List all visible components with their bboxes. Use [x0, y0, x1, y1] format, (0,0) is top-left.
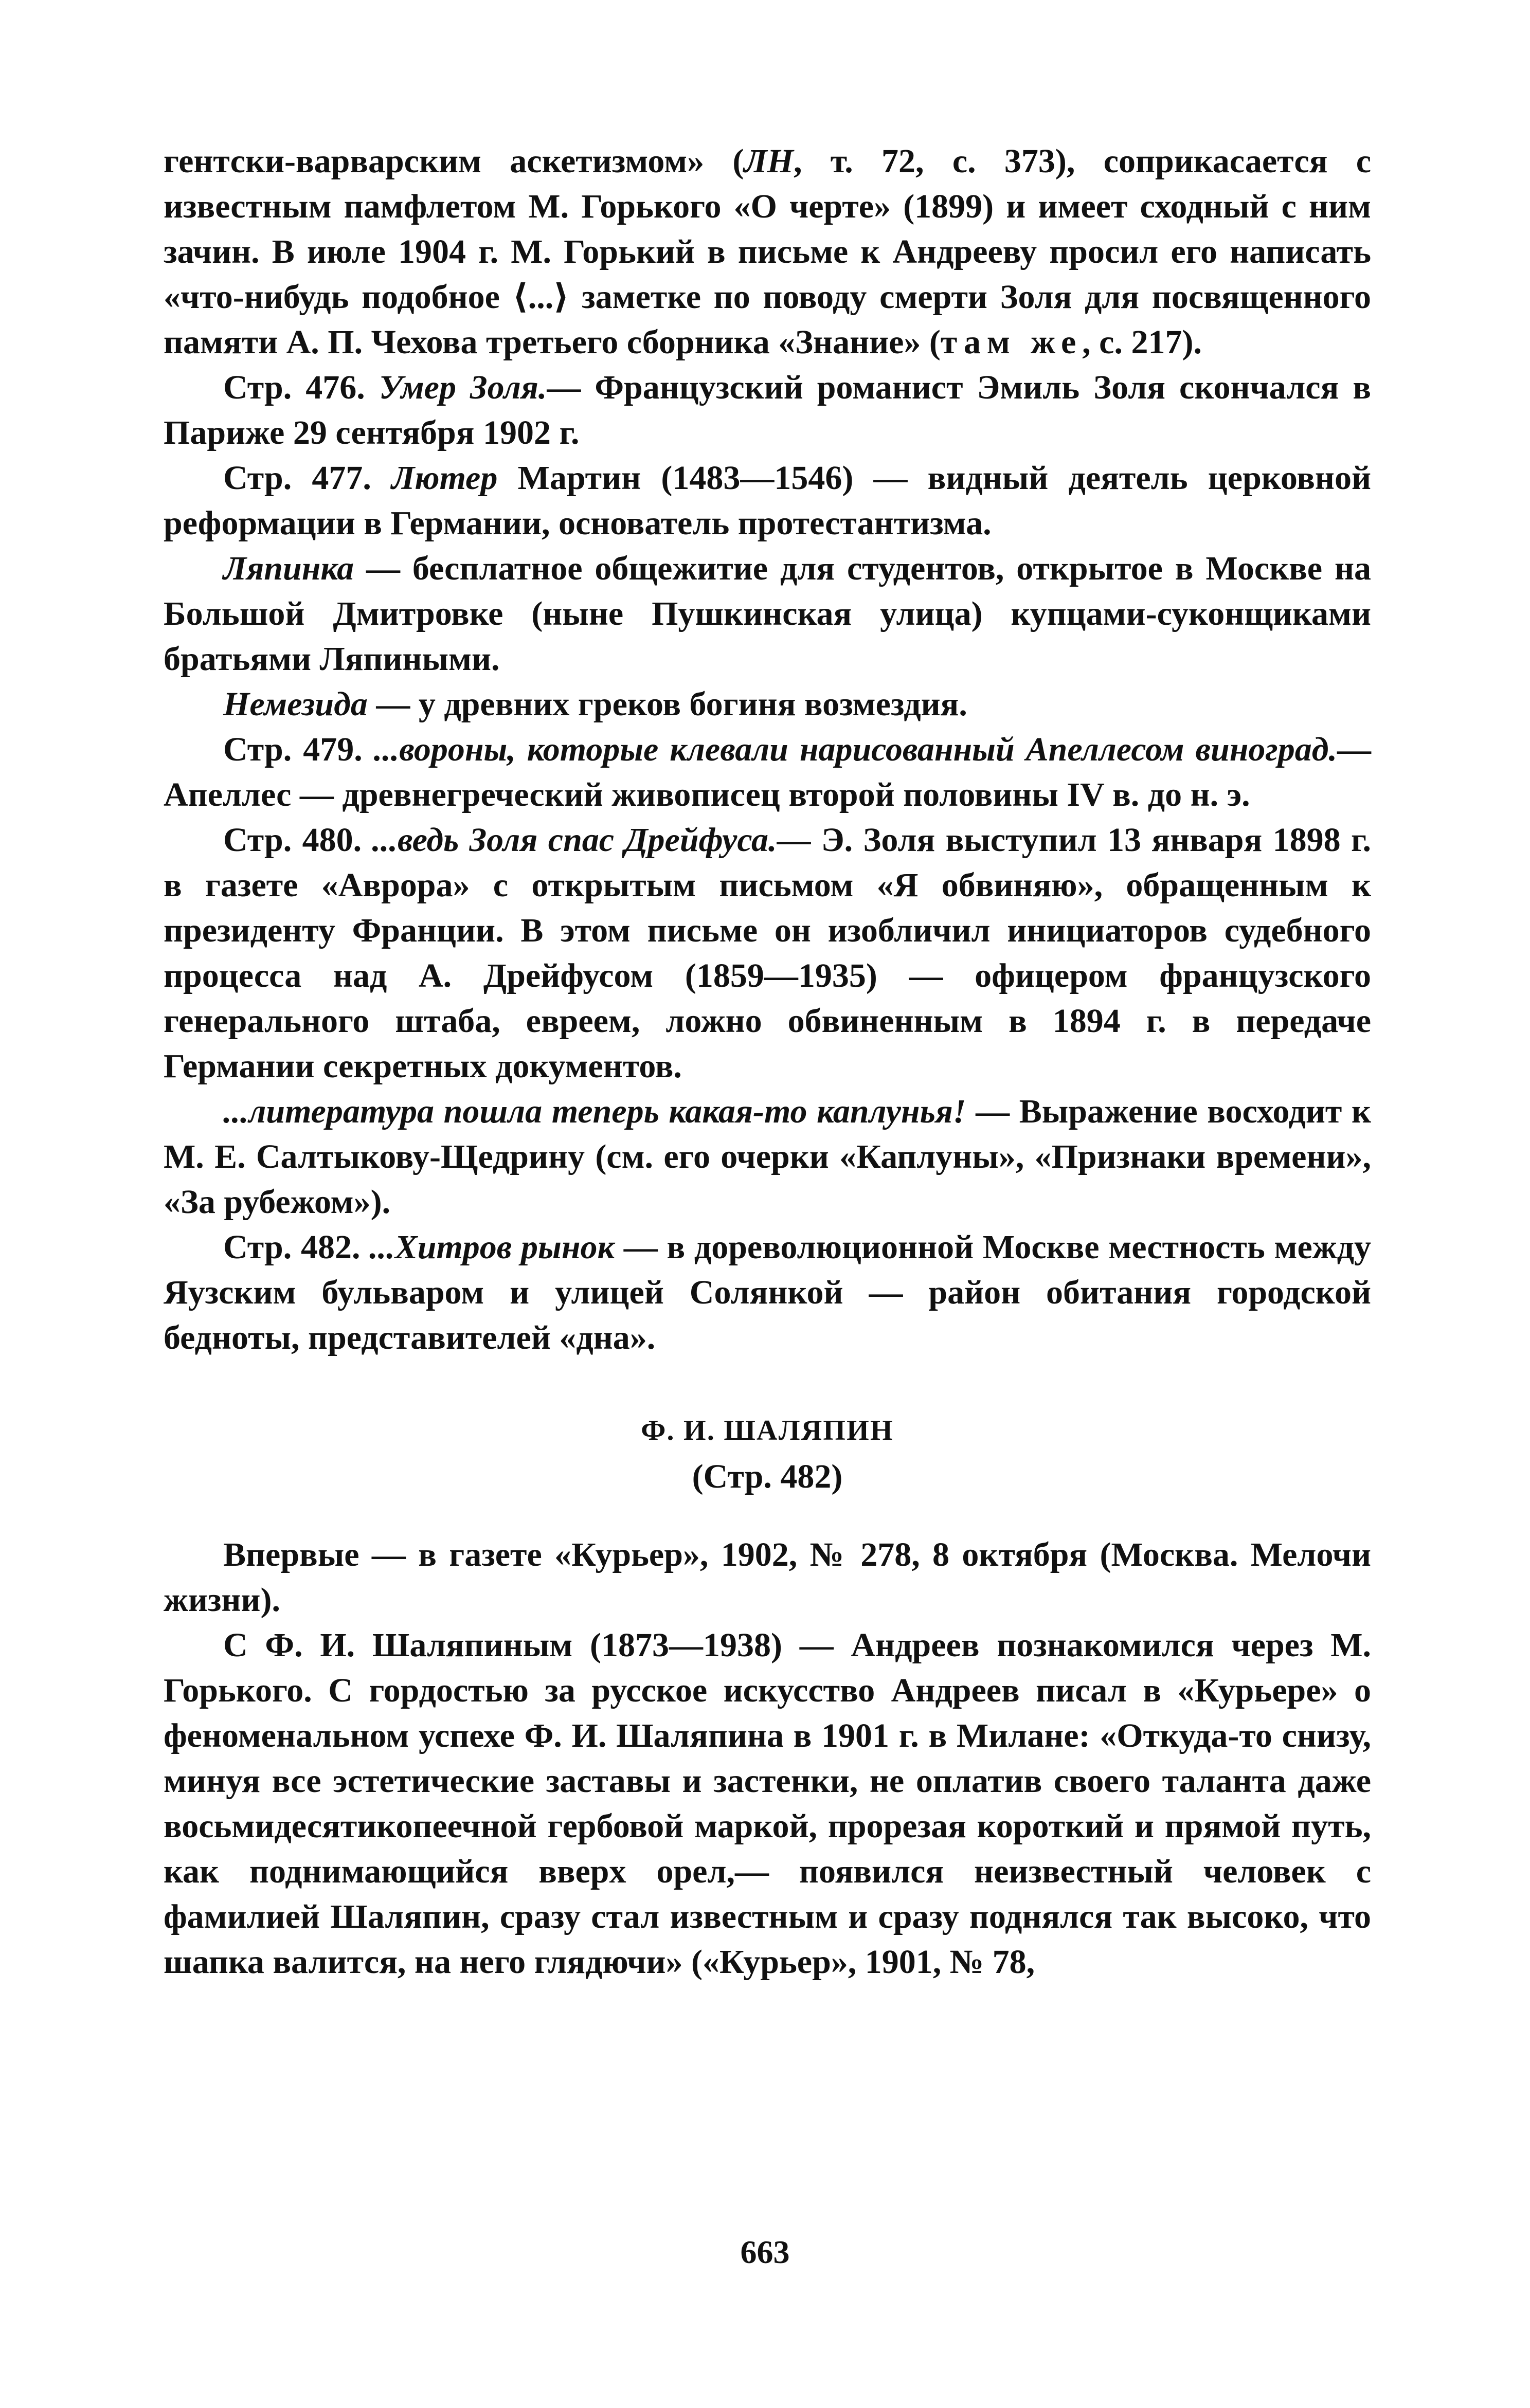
- text-run: — бесплатное общежитие для студентов, открытое в Москве на Большой Дмитровке (ныне Пушкинская улица) купцами-суконщиками братьями Ляпиными.: [164, 550, 1371, 678]
- italic-term: ...ведь Золя спас Дрейфуса.: [372, 821, 777, 859]
- italic-term: ...Хитров рынок: [369, 1228, 615, 1266]
- section-title: Ф. И. ШАЛЯПИН: [641, 1415, 894, 1446]
- paragraph: [164, 546, 1371, 682]
- paragraph: [164, 456, 1371, 546]
- text-run: — Выражение восходит к М. Е. Салтыкову-Щедрину (см. его очерки «Каплуны», «Признаки времени», «За рубежом»).: [164, 1093, 1371, 1221]
- text-run: — Французский романист Эмиль Золя скончался в Париже 29 сентября 1902 г.: [164, 369, 1371, 451]
- italic-term: Ляпинка: [223, 550, 354, 587]
- text-run: Стр. 480.: [223, 821, 372, 859]
- text-run: , т. 72, с. 373), соприкасается с известным памфлетом М. Горького «О черте» (1899) и имеет сходный с ним зачин. В июле 1904 г. М. Горький в письме к Андрееву просил его написать «что-нибудь подобное ⟨...⟩ заметке по поводу смерти Золя для посвященного памяти А. П. Чехова третьего сборника «Знание» (: [164, 142, 1372, 361]
- text-run: — Э. Золя выступил 13 января 1898 г. в газете «Аврора» с открытым письмом «Я обвиняю», обращенным к президенту Франции. В этом письме он изобличил инициаторов судебного процесса над А. Дрейфусом (1859—1935) — офицером французского генерального штаба, евреем, ложно обвиненным в 1894 г. в передаче Германии секретных документов.: [164, 821, 1371, 1085]
- paragraph: [164, 365, 1371, 456]
- paragraph: [164, 727, 1371, 818]
- paragraph: [164, 139, 1371, 365]
- paragraph: [164, 1623, 1371, 1985]
- italic-term: ЛН: [744, 142, 794, 180]
- paragraph: [164, 682, 1371, 727]
- paragraph: [164, 1225, 1371, 1361]
- text-run: Стр. 482.: [223, 1228, 370, 1266]
- italic-term: ...литература пошла теперь какая-то каплунья!: [223, 1093, 966, 1130]
- text-run: С Ф. И. Шаляпиным (1873—1938) — Андреев познакомился через М. Горького. С гордостью за русское искусство Андреев писал в «Курьере» о феноменальном успехе Ф. И. Шаляпина в 1901 г. в Милане: «Откуда-то снизу, минуя все эстетические заставы и застенки, не оплатив своего таланта даже восьмидесятикопеечной гербовой маркой, прорезая короткий и прямой путь, как поднимающийся вверх орел,— появился неизвестный человек с фамилией Шаляпин, сразу стал известным и сразу поднялся так высоко, что шапка валится, на него глядючи» («Курьер», 1901, № 78,: [164, 1626, 1371, 1981]
- text-run: — Апеллес — древнегреческий живописец второй половины IV в. до н. э.: [164, 731, 1371, 813]
- text-run: , с. 217).: [1082, 323, 1202, 361]
- document-page: [164, 139, 1371, 1985]
- italic-term: Умер Золя.: [379, 369, 547, 406]
- text-run: — в дореволюционной Москве местность между Яузским бульваром и улицей Солянкой — район обитания городской бедноты, представителей «дна».: [164, 1228, 1371, 1356]
- italic-term: Немезида: [223, 685, 368, 723]
- text-run: — у древних греков богиня возмездия.: [367, 685, 967, 723]
- italic-term: ...вороны, которые клевали нарисованный Апеллесом виноград.: [373, 731, 1337, 768]
- text-run: Мартин (1483—1546) — видный деятель церковной реформации в Германии, основатель протестантизма.: [164, 459, 1371, 542]
- spaced-reference: там же: [940, 323, 1083, 361]
- text-run: Стр. 477.: [223, 459, 392, 497]
- italic-term: Лютер: [391, 459, 498, 497]
- text-run: гентски-варварским аскетизмом» (: [164, 142, 744, 180]
- paragraph: [164, 1532, 1371, 1623]
- section-subtitle: (Стр. 482): [692, 1458, 843, 1495]
- text-run: Стр. 476.: [223, 369, 379, 406]
- text-run: Стр. 479.: [223, 731, 374, 768]
- section-notes-block: [164, 1532, 1371, 1985]
- paragraph: [164, 818, 1371, 1089]
- page-number: 663: [740, 2234, 790, 2270]
- notes-block: [164, 139, 1371, 1361]
- paragraph: [164, 1089, 1371, 1225]
- text-run: Впервые — в газете «Курьер», 1902, № 278, 8 октября (Москва. Мелочи жизни).: [164, 1536, 1371, 1619]
